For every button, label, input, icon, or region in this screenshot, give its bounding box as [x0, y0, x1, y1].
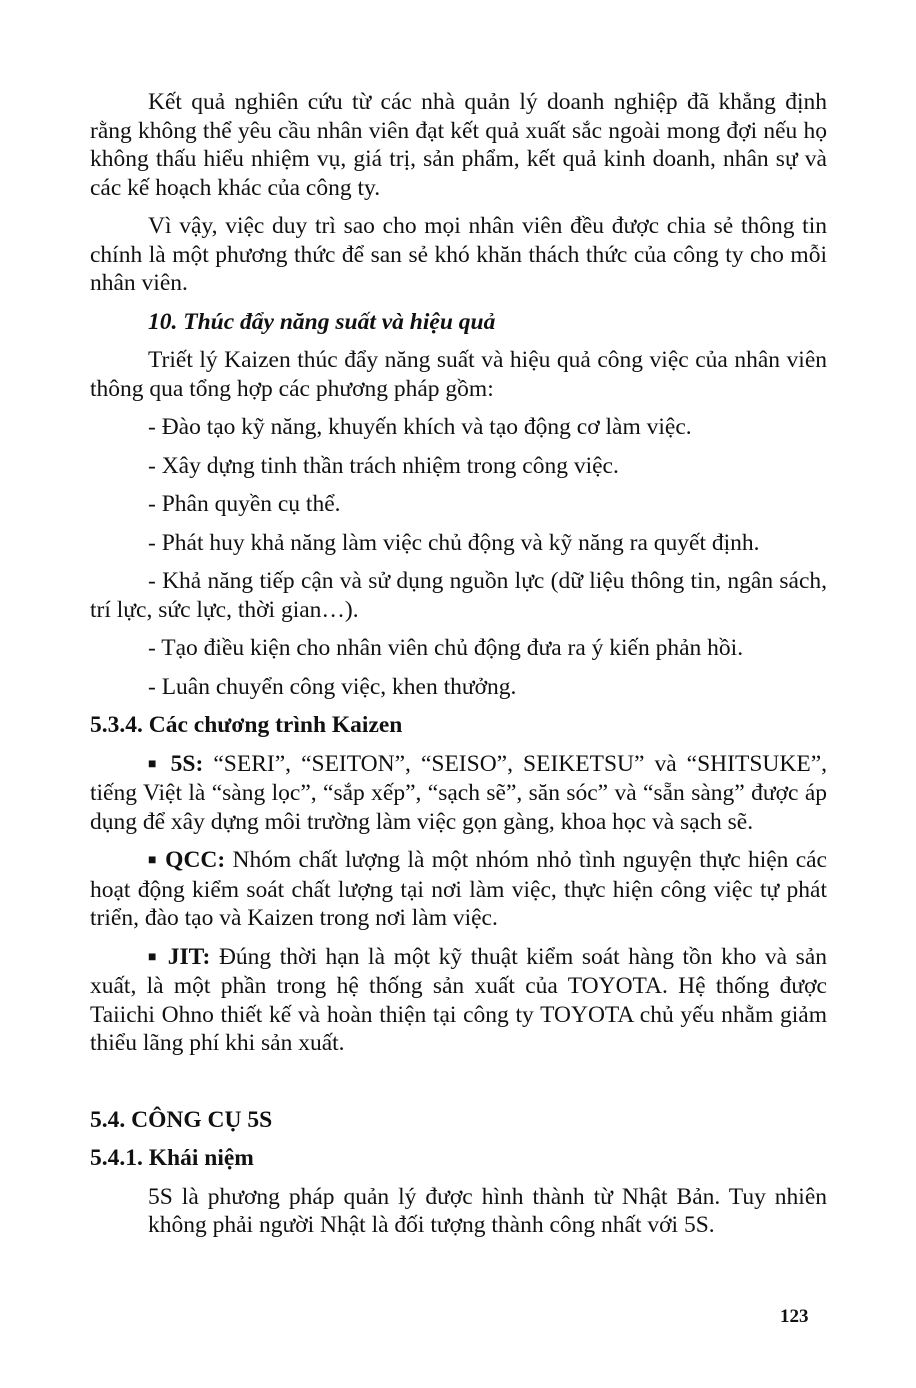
paragraph-sharing: Vì vậy, việc duy trì sao cho mọi nhân viên đều được chia sẻ thông tin chính là một phương thức để san sẻ khó khăn thách thức của công ty cho mỗi nhân viên. [90, 213, 827, 296]
list-item: - Luân chuyển công việc, khen thưởng. [148, 673, 517, 700]
bullet-term: QCC: [165, 847, 226, 873]
square-bullet-icon: ■ [148, 949, 160, 965]
square-bullet-icon: ■ [148, 756, 161, 772]
list-item: - Đào tạo kỹ năng, khuyến khích và tạo động cơ làm việc. [148, 414, 692, 440]
bullet-term: JIT: [167, 943, 211, 970]
bullet-term: 5S: [170, 750, 204, 777]
bullet-qcc [90, 846, 827, 933]
bullet-jit [90, 943, 827, 1058]
heading-kaizen-programs: 5.3.4. Các chương trình Kaizen [90, 712, 403, 738]
list-item: - Phát huy khả năng làm việc chủ động và kỹ năng ra quyết định. [148, 529, 760, 556]
page-content [90, 88, 827, 1240]
bullet-text: “SERI”, “SEITON”, “SEISO”, SEIKETSU” và “SHITSUKE”, tiếng Việt là “sàng lọc”, “sắp xếp”, “sạch sẽ”, săn sóc” và “sẵn sàng” được áp dụng để xây dựng môi trường làm việc gọn gàng, khoa học và sạch sẽ. [90, 750, 827, 835]
list-item: - Tạo điều kiện cho nhân viên chủ động đưa ra ý kiến phản hồi. [148, 635, 744, 661]
square-bullet-icon: ■ [148, 853, 158, 868]
paragraph-research: Kết quả nghiên cứu từ các nhà quản lý doanh nghiệp đã khẳng định rằng không thể yêu cầu nhân viên đạt kết quả xuất sắc ngoài mong đợi nếu họ không thấu hiểu nhiệm vụ, giá trị, sản phẩm, kết quả kinh doanh, nhân sự và các kế hoạch khác của công ty. [90, 89, 827, 201]
heading-5s-tool: 5.4. CÔNG CỤ 5S [90, 1106, 273, 1133]
list-item: - Khả năng tiếp cận và sử dụng nguồn lực (dữ liệu thông tin, ngân sách, trí lực, sức lực, thời gian…). [90, 568, 827, 623]
list-item: - Phân quyền cụ thể. [148, 491, 341, 517]
paragraph-kaizen-intro: Triết lý Kaizen thúc đẩy năng suất và hiệu quả công việc của nhân viên thông qua tổng hợp các phương pháp gồm: [90, 347, 827, 402]
list-item: - Xây dựng tinh thần trách nhiệm trong công việc. [148, 452, 619, 479]
bullet-text: Nhóm chất lượng là một nhóm nhỏ tình nguyện thực hiện các hoạt động kiểm soát chất lượng tại nơi làm việc, thực hiện công việc tự phát triển, đào tạo và Kaizen trong nơi làm việc. [90, 847, 827, 931]
heading-productivity: 10. Thúc đẩy năng suất và hiệu quả [148, 308, 496, 335]
bullet-text: Đúng thời hạn là một kỹ thuật kiểm soát hàng tồn kho và sản xuất, là một phần trong hệ thống sản xuất của TOYOTA. Hệ thống được Taiichi Ohno thiết kế và hoàn thiện tại công ty TOYOTA chủ yếu nhằm giảm thiểu lãng phí khi sản xuất. [90, 943, 828, 1056]
heading-concept: 5.4.1. Khái niệm [90, 1145, 254, 1171]
paragraph-5s-concept: 5S là phương pháp quản lý được hình thành từ Nhật Bản. Tuy nhiên không phải người Nhật là đối tượng thành công nhất với 5S. [148, 1183, 827, 1238]
page-number: 123 [780, 1306, 809, 1327]
bullet-5s [90, 750, 827, 837]
